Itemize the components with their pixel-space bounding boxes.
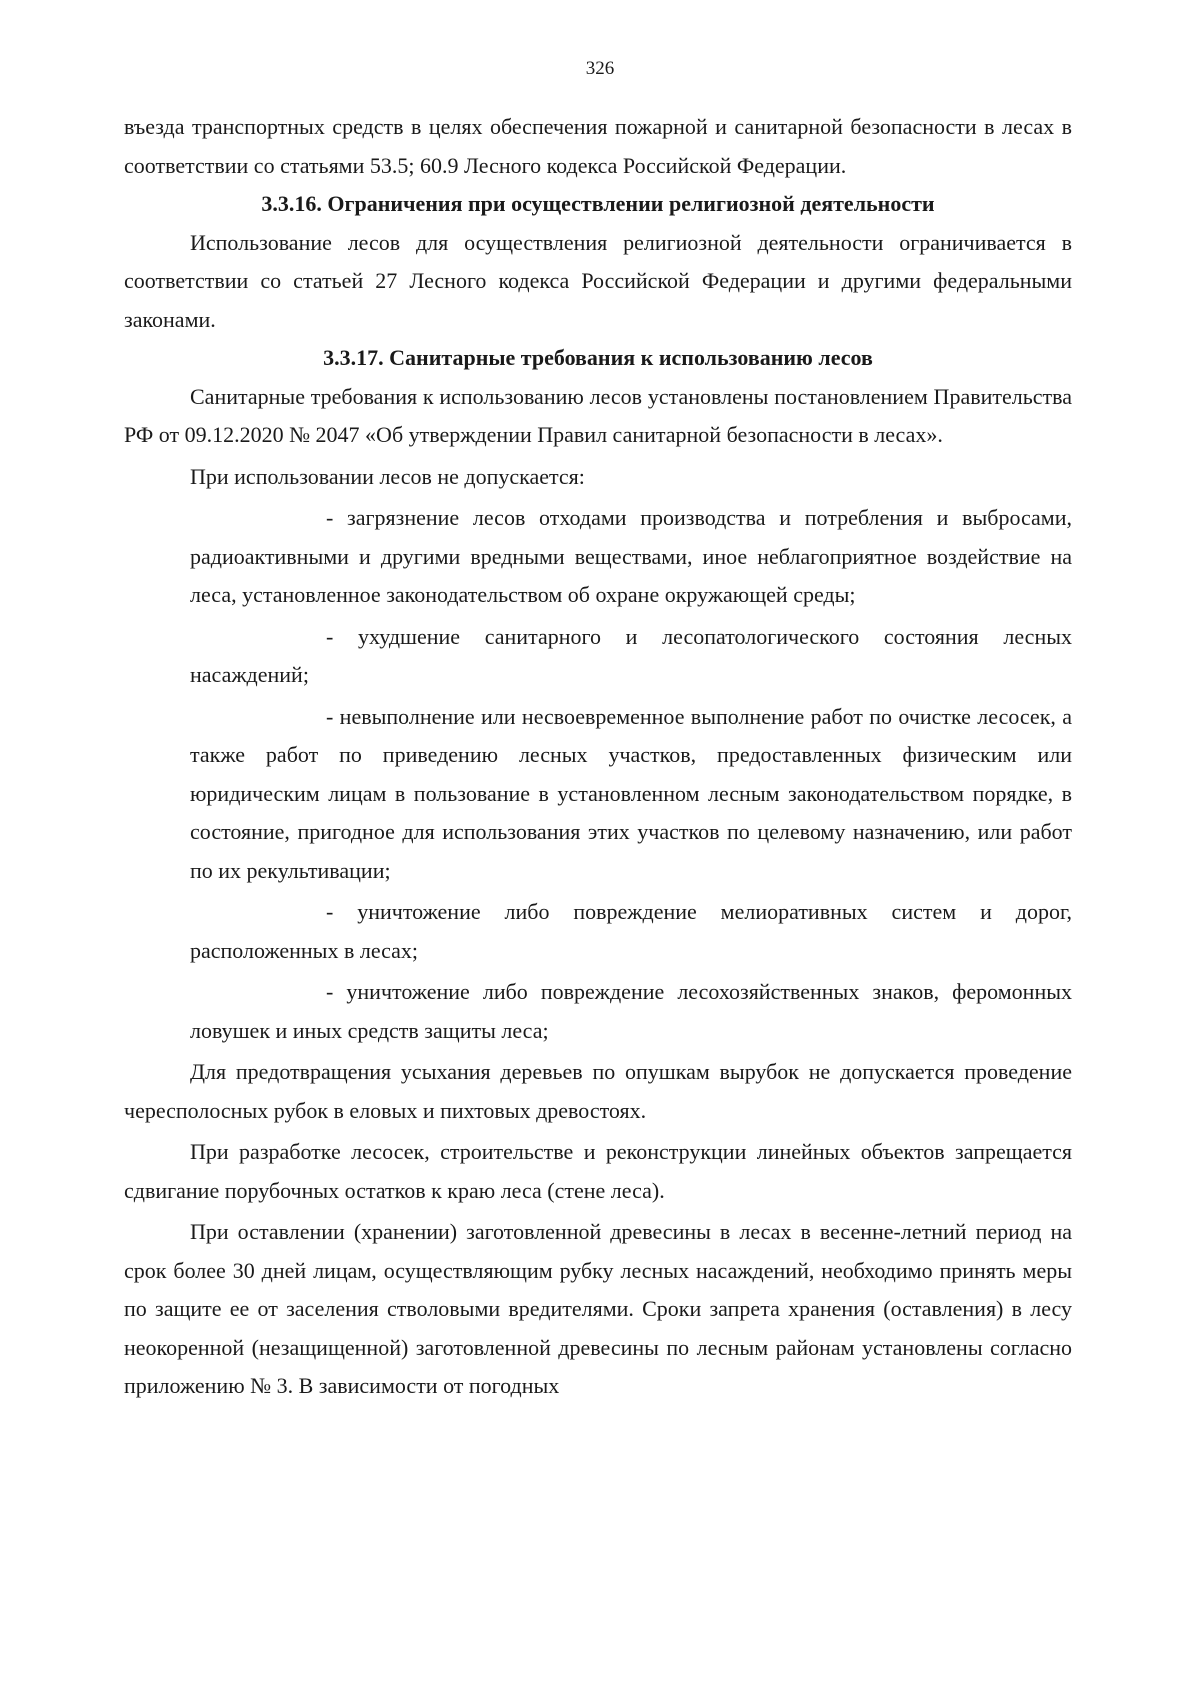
paragraph-timber-storage: При оставлении (хранении) заготовленной древесины в лесах в весенне-летний период на срок более 30 дней лицам, осуществляющим рубку лесных насаждений, необходимо принять меры по защите ее от заселения стволовыми вредителями. Сроки запрета хранения (оставления) в лесу неокоренной (незащищенной) заготовленной древесины по лесным районам установлены согласно приложению № 3. В зависимости от погодных [124, 1219, 1072, 1398]
section-heading-3-3-16: 3.3.16. Ограничения при осуществлении религиозной деятельности [261, 191, 935, 216]
list-item-roads: - уничтожение либо повреждение мелиоративных систем и дорог, расположенных в лесах; [190, 899, 1072, 963]
paragraph-slash-removal: При разработке лесосек, строительстве и реконструкции линейных объектов запрещается сдвигание порубочных остатков к краю леса (стене леса). [124, 1139, 1072, 1203]
paragraph-sanitary-requirements: Санитарные требования к использованию лесов установлены постановлением Правительства РФ от 09.12.2020 № 2047 «Об утверждении Правил санитарной безопасности в лесах». [124, 383, 1072, 447]
paragraph-edge-drying: Для предотвращения усыхания деревьев по опушкам вырубок не допускается проведение чересполосных рубок в еловых и пихтовых древостоях. [124, 1059, 1072, 1123]
section-heading-3-3-17: 3.3.17. Санитарные требования к использованию лесов [323, 345, 873, 370]
paragraph-continued: въезда транспортных средств в целях обеспечения пожарной и санитарной безопасности в лесах в соответствии со статьями 53.5; 60.9 Лесного кодекса Российской Федерации. [124, 114, 1072, 178]
list-item-pollution: - загрязнение лесов отходами производства и потребления и выбросами, радиоактивными и другими вредными веществами, иное неблагоприятное воздействие на леса, установленное законодательством об охране окружающей среды; [190, 505, 1072, 607]
list-item-cleanup: - невыполнение или несвоевременное выполнение работ по очистке лесосек, а также работ по приведению лесных участков, предоставленных физическим или юридическим лицам в пользование в установленном лесным законодательством порядке, в состояние, пригодное для использования этих участков по целевому назначению, или работ по их рекультивации; [190, 703, 1072, 883]
page-body [124, 108, 1072, 1406]
paragraph-list-intro: При использовании лесов не допускается: [190, 463, 585, 489]
list-item-deterioration: - ухудшение санитарного и лесопатологического состояния лесных насаждений; [190, 623, 1072, 687]
paragraph-religious-use: Использование лесов для осуществления религиозной деятельности ограничивается в соответствии со статьей 27 Лесного кодекса Российской Федерации и другими федеральными законами. [124, 229, 1072, 332]
page-number: 326 [585, 58, 615, 79]
list-item-signs: - уничтожение либо повреждение лесохозяйственных знаков, феромонных ловушек и иных средств защиты леса; [190, 979, 1072, 1043]
